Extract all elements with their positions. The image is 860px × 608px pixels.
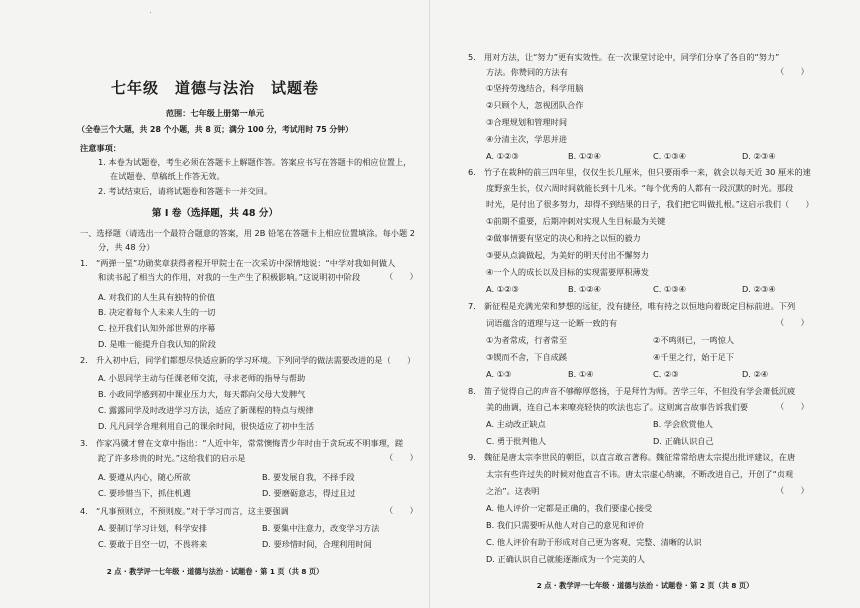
question-2-option: C. 露露同学及时改进学习方法，适应了新课程的特点与规律 [98,405,314,415]
question-3-option: C. 要珍惜当下，抓住机遇 [98,488,191,498]
question-7-option: B. ①④ [568,369,594,379]
question-7-option: D. ②④ [742,369,769,379]
exam-scope: 范围：七年级上册第一单元 [165,108,265,118]
exam-page-2 [430,0,860,608]
question-7-stem: 词语蕴含的道理与这一论断一致的有 [486,318,618,328]
answer-paren: （ ） [385,452,418,462]
question-5-option: A. ①②③ [486,151,519,161]
question-5-item: ①坚持劳逸结合，科学用脑 [486,83,584,93]
question-6-option: B. ①②④ [568,284,601,294]
question-8-option: A. 主动改正缺点 [486,419,546,429]
question-1-stem: 和读书起了相当大的作用，对我的一生产生了积极影响。”这说明初中阶段 [98,272,361,282]
question-1-option: D. 是唯一能提升自我认知的阶段 [98,339,216,349]
question-6-item: ④一个人的成长以及目标的实现需要厚积薄发 [486,267,649,277]
question-4-stem: 4. “凡事预则立，不预则废。”对于学习而言，这主要强调 [80,506,289,516]
question-6-item: ③要从点滴做起，为美好的明天付出不懈努力 [486,250,649,260]
question-4-option: A. 要制订学习计划，科学安排 [98,523,207,533]
question-5-option: B. ①②④ [568,151,601,161]
answer-paren: （ ） [776,66,809,76]
question-3-option: B. 要发展自我，不择手段 [262,472,355,482]
question-3-option: D. 要磨砺意志，得过且过 [262,488,356,498]
question-5-stem: 方法。你赞同的方法有 [486,67,568,77]
question-7-option: A. ①③ [486,369,512,379]
question-5-option: D. ②③④ [742,151,776,161]
question-9-option: A. 他人评价一定都是正确的，我们要虚心接受 [486,503,653,513]
question-1-option: B. 决定着每个人未来人生的一切 [98,307,216,317]
question-7-option: C. ②③ [653,369,679,379]
question-4-option: D. 要珍惜时间，合理利用时间 [262,539,372,549]
answer-paren: （ ） [776,401,809,411]
question-5-item: ④分清主次，学思并进 [486,134,568,144]
question-2-option: B. 小政同学感到初中课业压力大，每天都向父母大发脾气 [98,389,306,399]
question-8-stem: 8. 笛子觉得自己的声音不够醇厚悠扬，于是拜竹为师。苦学三年，不但没有学会萧低沉疲 [468,386,796,396]
question-6-item: ①前期不重要，后期冲刺对实现人生目标最为关键 [486,216,666,226]
answer-paren: （ ） [385,505,418,515]
question-5-stem: 5. 用对方法，让“努力”更有实效性。在一次课堂讨论中，同学们分享了各自的“努力” [468,52,780,62]
page-footer: 2 点 · 教学评一七年级 · 道德与法治 · 试题卷 · 第 2 页（共 8 页） [536,581,754,590]
question-6-stem: 6. 竹子在栽种的前三四年里，仅仅生长几厘米，但只要雨季一来，就会以每天近 30 厘米的速 [468,167,811,177]
question-8-option: C. 勇于批判他人 [486,436,547,446]
section-instruction: 分，共 48 分） [98,242,155,252]
question-3-stem: 3. 作家冯骥才曾在文章中指出：“人近中年，常常懊悔青少年时由于贪玩或不明事理，蹉 [80,438,404,448]
answer-paren: （ ） [776,317,809,327]
notice-line: 1. 本卷为试题卷，考生必须在答题卡上解题作答。答案应书写在答题卡的相应位置上， [98,157,412,167]
question-5-item: ②只顾个人，忽视团队合作 [486,100,584,110]
question-5-option: C. ①③④ [653,151,686,161]
question-9-option: D. 正确认识自己就能逐渐成为一个完美的人 [486,554,645,564]
question-9-stem: 之治”。这表明 [486,486,540,496]
question-5-item: ③合理规划和管理时间 [486,117,568,127]
question-6-option: D. ②③④ [742,284,776,294]
question-4-option: B. 要集中注意力，改变学习方法 [262,523,380,533]
question-9-stem: 太宗有些许过失的时候对他直言不讳。唐太宗虚心纳谏，不断改进自己，开创了“贞观 [486,469,794,479]
question-8-option: D. 正确认识自己 [653,436,714,446]
question-1-option: C. 拉开我们认知外部世界的序幕 [98,323,216,333]
question-1-stem: 1. “两弹一星”功勋奖章获得者程开甲院士在一次采访中深情地说：“中学对我如何做人 [80,258,396,268]
exam-info: （全卷三个大题，共 28 个小题，共 8 页；满分 100 分，考试用时 75 分钟） [77,125,353,134]
page-footer: 2 点 · 教学评一七年级 · 道德与法治 · 试题卷 · 第 1 页（共 8 页） [106,567,324,576]
notice-line: 2. 考试结束后，请将试题卷和答题卡一并交回。 [98,186,273,196]
question-2-stem: 2. 升入初中后，同学们都想尽快适应新的学习环境。下列同学的做法需要改进的是（ ） [80,355,416,365]
exam-title: 七年级 道德与法治 试题卷 [110,79,319,97]
question-9-option: B. 我们只需要听从他人对自己的意见和评价 [486,520,645,530]
question-7-item: ③锲而不舍，下自成蹊 [486,352,568,362]
question-4-option: C. 要敢于目空一切，不畏将来 [98,539,208,549]
question-2-option: A. 小思同学主动与任课老师交流，寻求老师的指导与帮助 [98,373,306,383]
answer-paren: （ ） [776,485,809,495]
question-7-item: ①为者常成，行者常至 [486,335,568,345]
question-7-item: ④千里之行，始于足下 [653,352,735,362]
question-7-stem: 7. 新征程是充满光荣和梦想的远征，没有捷径，唯有持之以恒地向着既定目标前进。下列 [468,301,796,311]
notice-line: 在试题卷、草稿纸上作答无效。 [110,171,225,181]
question-2-option: D. 凡凡同学合理利用自己的课余时间，很快适应了初中生活 [98,421,315,431]
question-9-stem: 9. 魏征是唐太宗李世民的朝臣，以直言敢言著称。魏征常常给唐太宗提出批评建议，在唐 [468,452,796,462]
notice-heading: 注意事项： [80,143,121,153]
question-6-item: ②做事情要有坚定的决心和持之以恒的毅力 [486,233,641,243]
answer-paren: （ ） [385,271,418,281]
section-instruction: 一、选择题（请选出一个最符合题意的答案，用 2B 铅笔在答题卡上相应位置填涂。每小题 2 [80,228,415,238]
scan-speck [150,12,151,13]
question-6-option: A. ①②③ [486,284,519,294]
question-6-stem: 度野蛮生长，仅六周时间就能长到十几米。“每个优秀的人都有一段沉默的时光。那段 [486,183,794,193]
question-8-stem: 美的曲调，连自己本来嘹亮轻快的吹法也忘了。这则寓言故事告诉我们要 [486,402,749,412]
question-8-option: B. 学会欣赏他人 [653,419,713,429]
question-1-option: A. 对我们的人生具有独特的价值 [98,292,216,302]
question-3-option: A. 要遵从内心，随心所欲 [98,472,191,482]
part-title: 第 I 卷（选择题，共 48 分） [151,208,279,219]
question-7-item: ②不鸣则已，一鸣惊人 [653,335,735,345]
question-3-stem: 跎了许多珍贵的时光。”这给我们的启示是 [98,453,246,463]
question-6-stem: 时光，是付出了很多努力，却得不到结果的日子，我们把它叫做扎根。”这启示我们（ ） [486,199,814,209]
question-6-option: C. ①③④ [653,284,686,294]
question-9-option: C. 他人评价有助于形成对自己更为客观、完整、清晰的认识 [486,537,702,547]
